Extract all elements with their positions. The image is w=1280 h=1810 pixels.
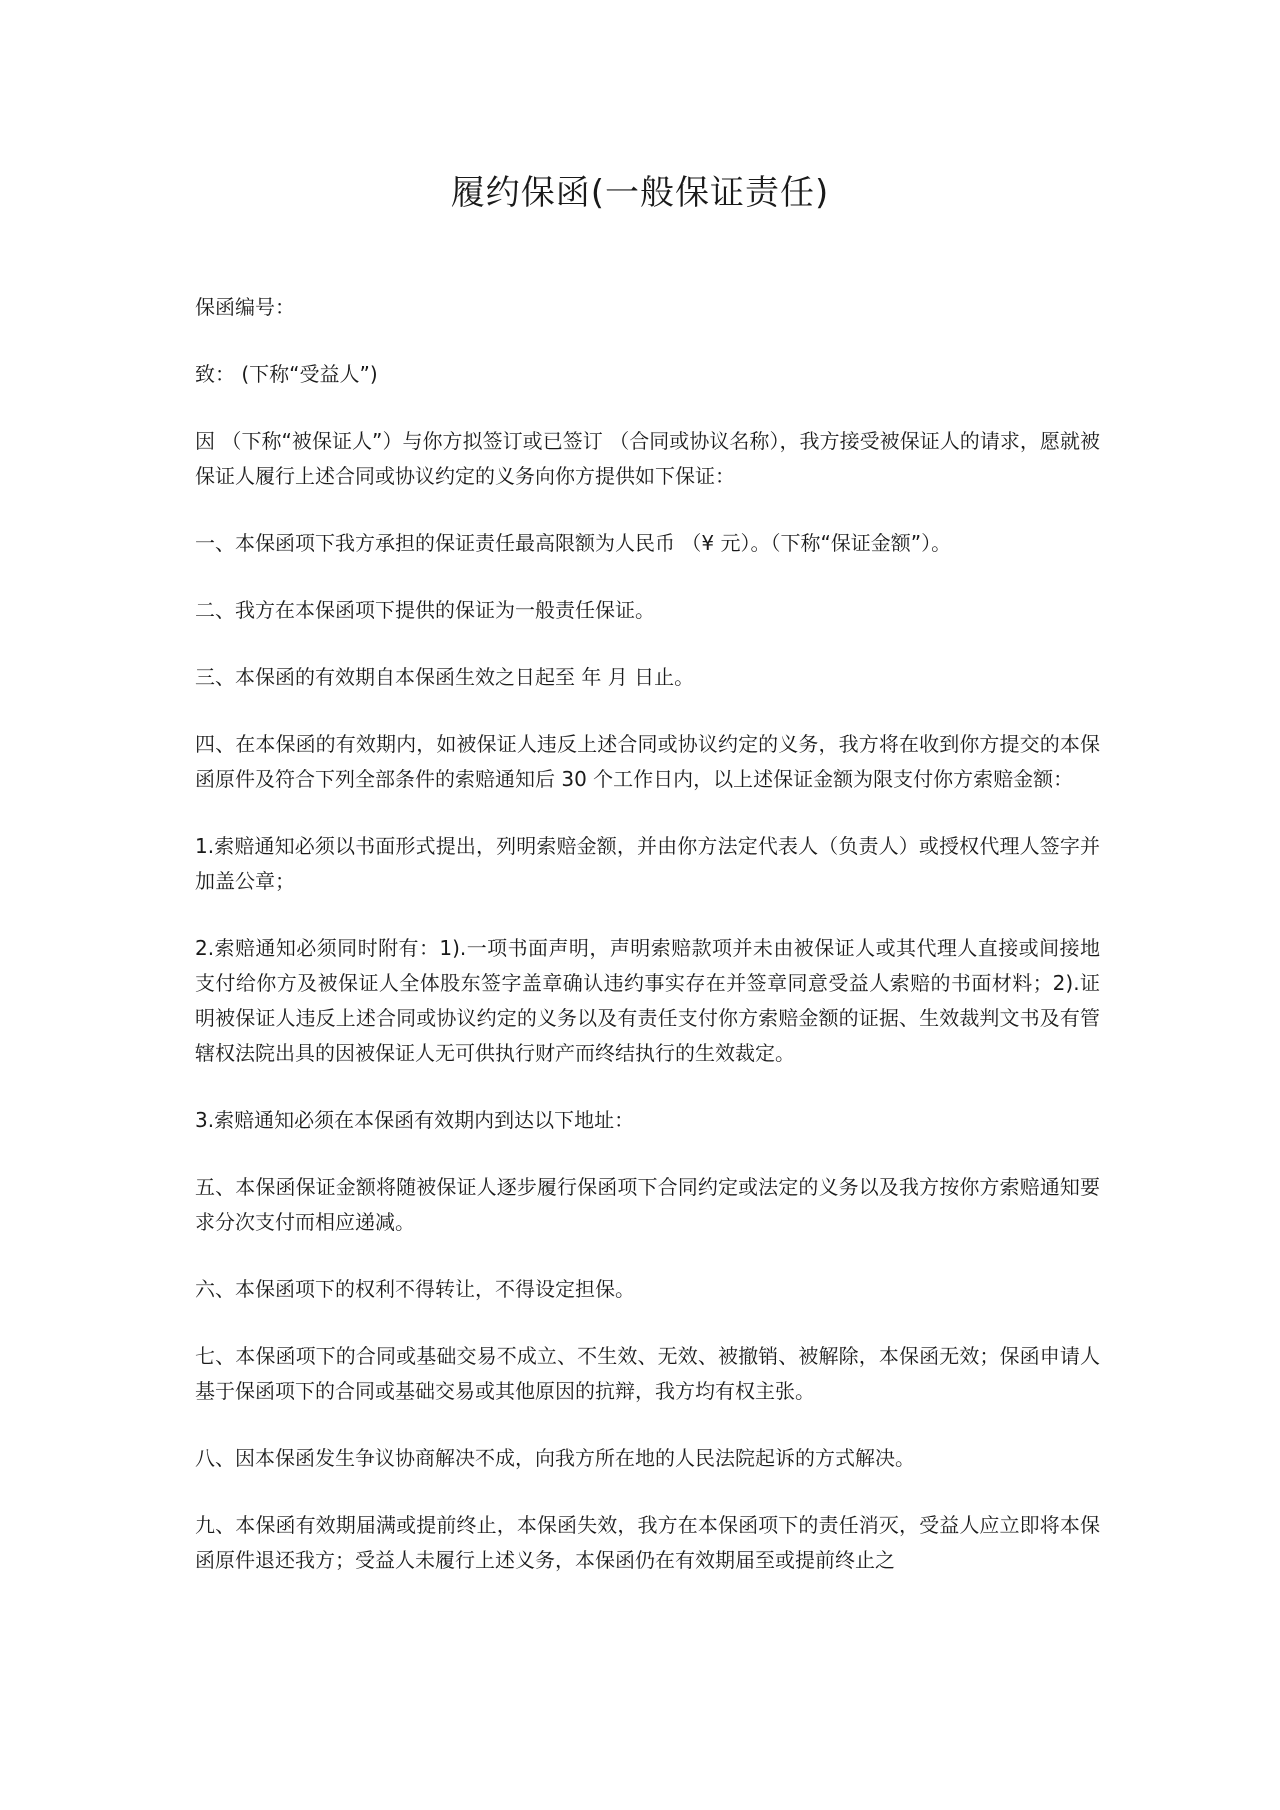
clause-1: 一、本保函项下我方承担的保证责任最高限额为人民币 （¥ 元）。（下称“保证金额”）。 [195, 531, 952, 555]
document-title: 履约保函(一般保证责任) [450, 173, 830, 213]
guarantee-number-line: 保函编号： [195, 295, 295, 319]
clause-6: 六、本保函项下的权利不得转让，不得设定担保。 [195, 1277, 635, 1301]
clause-8: 八、因本保函发生争议协商解决不成，向我方所在地的人民法院起诉的方式解决。 [195, 1446, 915, 1470]
document-body [195, 290, 1100, 1610]
clause-4-item-3: 3.索赔通知必须在本保函有效期内到达以下地址： [195, 1108, 635, 1132]
addressee-line: 致： (下称“受益人”) [195, 362, 378, 386]
intro-paragraph: 因 （下称“被保证人”）与你方拟签订或已签订 （合同或协议名称），我方接受被保证人的请求，愿就被保证人履行上述合同或协议约定的义务向你方提供如下保证： [195, 429, 1100, 488]
clause-3: 三、本保函的有效期自本保函生效之日起至 年 月 日止。 [195, 665, 695, 689]
clause-2: 二、我方在本保函项下提供的保证为一般责任保证。 [195, 598, 655, 622]
clause-4: 四、在本保函的有效期内，如被保证人违反上述合同或协议约定的义务，我方将在收到你方提交的本保函原件及符合下列全部条件的索赔通知后 30 个工作日内，以上述保证金额为限支付你方索赔金额： [195, 732, 1100, 791]
clause-9: 九、本保函有效期届满或提前终止，本保函失效，我方在本保函项下的责任消灭，受益人应立即将本保函原件退还我方；受益人未履行上述义务，本保函仍在有效期届至或提前终止之 [195, 1513, 1100, 1572]
clause-5: 五、本保函保证金额将随被保证人逐步履行保函项下合同约定或法定的义务以及我方按你方索赔通知要求分次支付而相应递减。 [195, 1175, 1100, 1234]
clause-4-item-2: 2.索赔通知必须同时附有：1).一项书面声明，声明索赔款项并未由被保证人或其代理人直接或间接地支付给你方及被保证人全体股东签字盖章确认违约事实存在并签章同意受益人索赔的书面材料；2).证明被保证人违反上述合同或协议约定的义务以及有责任支付你方索赔金额的证据、生效裁判文书及有管辖权法院出具的因被保证人无可供执行财产而终结执行的生效裁定。 [195, 936, 1100, 1065]
clause-4-item-1: 1.索赔通知必须以书面形式提出，列明索赔金额，并由你方法定代表人（负责人）或授权代理人签字并加盖公章； [195, 834, 1100, 893]
clause-7: 七、本保函项下的合同或基础交易不成立、不生效、无效、被撤销、被解除，本保函无效；保函申请人基于保函项下的合同或基础交易或其他原因的抗辩，我方均有权主张。 [195, 1344, 1100, 1403]
